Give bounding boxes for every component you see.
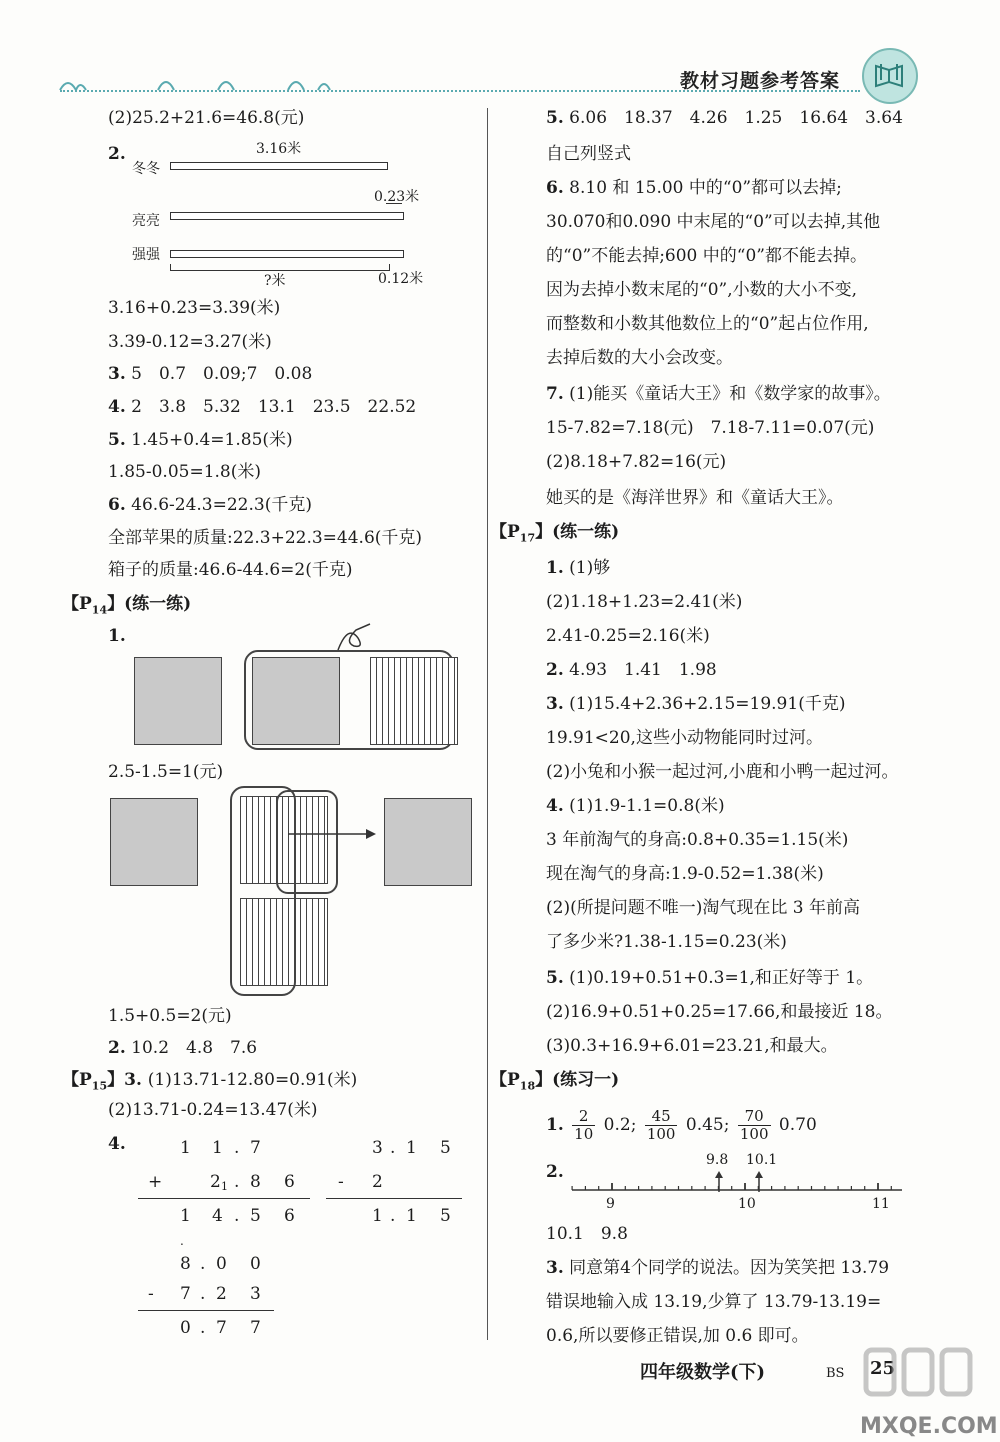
plus-sign: + <box>148 1172 163 1192</box>
grid-square <box>134 657 222 745</box>
digit: 5 <box>440 1206 451 1226</box>
answer-line: 全部苹果的质量:22.3+22.3=44.6(千克) <box>108 528 423 548</box>
answer-line: (2)小兔和小猴一起过河,小鹿和小鸭一起过河。 <box>546 762 899 782</box>
answer-line: (2)16.9+0.51+0.25=17.66,和最接近 18。 <box>546 1002 893 1022</box>
answer-line: 10.1 9.8 <box>546 1224 628 1244</box>
minus-sign: - <box>338 1172 344 1192</box>
answer-line: 3 年前淘气的身高:0.8+0.35=1.15(米) <box>546 830 849 850</box>
answer-line: 的“0”不能去掉;600 中的“0”都不能去掉。 <box>546 246 867 266</box>
digit: 0 <box>180 1318 191 1338</box>
digit: . <box>390 1206 396 1226</box>
answer-line: 2. 10.2 4.8 7.6 <box>108 1038 258 1058</box>
digit: 1 <box>180 1206 191 1226</box>
answer-line: 5. (1)0.19+0.51+0.3=1,和正好等于 1。 <box>546 968 874 988</box>
liangliang-extra-bracket <box>386 203 402 204</box>
qiangqiang-unknown-label: ?米 <box>264 273 286 289</box>
arrow-right-icon <box>288 826 380 842</box>
section-heading-p15: 【$P_{15}$】3. (1)13.71-12.80=0.91(米) <box>62 1070 358 1093</box>
answer-line: 3.39-0.12=3.27(米) <box>108 332 272 352</box>
answer-line: 现在淘气的身高:1.9-0.52=1.38(米) <box>546 864 824 884</box>
answer-line: 5. 6.06 18.37 4.26 1.25 16.64 3.64 <box>546 108 903 128</box>
digit: 1 <box>406 1206 417 1226</box>
digit: . <box>200 1318 206 1338</box>
digit: . <box>234 1138 240 1158</box>
answer-line: (2)1.18+1.23=2.41(米) <box>546 592 743 612</box>
digit: 1 <box>406 1138 417 1158</box>
qiangqiang-less-label: 0.12米 <box>378 271 424 287</box>
book-logo-icon <box>862 48 918 104</box>
answer-line: 4. (1)1.9-1.1=0.8(米) <box>546 796 725 816</box>
arrow-up-icon <box>714 1170 724 1192</box>
answer-line: 自己列竖式 <box>546 144 631 164</box>
question-number: 2. <box>108 144 126 164</box>
borrow-dot: . <box>180 1234 184 1248</box>
digit: 8 <box>180 1254 191 1274</box>
circled-group <box>276 790 338 894</box>
digit: 7 <box>250 1138 261 1158</box>
column-divider <box>487 108 488 1340</box>
question-number: 1. <box>108 626 126 646</box>
digit: 6 <box>284 1206 295 1226</box>
answer-line: 6. 8.10 和 15.00 中的“0”都可以去掉; <box>546 178 842 198</box>
watermark-text: MXQE.COM <box>860 1414 998 1439</box>
digit: 1 <box>212 1138 223 1158</box>
liangliang-extra-label: 0.23米 <box>374 189 420 205</box>
sum-line <box>138 1198 310 1199</box>
digit: 3 <box>250 1284 261 1304</box>
digit: . <box>200 1254 206 1274</box>
answer-line: 5. 1.45+0.4=1.85(米) <box>108 430 293 450</box>
answer-line: 2. 4.93 1.41 1.98 <box>546 660 717 680</box>
tenths-strips <box>370 657 458 745</box>
answer-line: 3. 同意第4个同学的说法。因为笑笑把 13.79 <box>546 1258 890 1278</box>
answer-line: (3)0.3+16.9+6.01=23.21,和最大。 <box>546 1036 838 1056</box>
digit: 0 <box>250 1254 261 1274</box>
section-heading-p17: 【$P_{17}$】(练一练) <box>490 522 620 545</box>
answer-line: 而整数和小数其他数位上的“0”起占位作用, <box>546 314 869 334</box>
digit: 8 <box>250 1172 261 1192</box>
digit: 1 <box>372 1206 383 1226</box>
answer-line: 7. (1)能买《童话大王》和《数学家的故事》。 <box>546 384 891 404</box>
digit: 6 <box>284 1172 295 1192</box>
digit: 7 <box>250 1318 261 1338</box>
digit: . <box>200 1284 206 1304</box>
answer-line: 箱子的质量:46.6-44.6=2(千克) <box>108 560 353 580</box>
carry-mark: 1 <box>221 1180 228 1193</box>
dongdong-bar <box>170 162 388 170</box>
grid-square <box>384 798 472 886</box>
answer-line: (2)(所提问题不唯一)淘气现在比 3 年前高 <box>546 898 860 918</box>
header-title: 教材习题参考答案 <box>680 70 841 92</box>
qiangqiang-label: 强强 <box>132 247 160 263</box>
footer-grade-label: 四年级数学(下) <box>640 1362 766 1383</box>
answer-line: 3.16+0.23=3.39(米) <box>108 298 281 318</box>
footer-edition: BS <box>826 1366 845 1381</box>
answer-line-fractions: 1. $\frac{2}{10}$ 0.2; $\frac{45}{100}$ 0.45; $\frac{70}{100}$ 0.70 <box>546 1107 817 1143</box>
digit: 3 <box>372 1138 383 1158</box>
number-line-label-9-8: 9.8 <box>706 1152 729 1168</box>
dongdong-label: 冬冬 <box>132 161 160 177</box>
digit: 5 <box>250 1206 261 1226</box>
fraction: $\frac{70}{100}$ <box>739 1107 769 1143</box>
section-heading-p14: 【$P_{14}$】(练一练) <box>62 594 192 617</box>
liangliang-bar <box>170 212 404 220</box>
answer-line: 1. (1)够 <box>546 558 611 578</box>
digit: 2 <box>372 1172 383 1192</box>
page-number: 25 <box>870 1358 896 1379</box>
digit: . <box>234 1172 240 1192</box>
answer-line: 15-7.82=7.18(元) 7.18-7.11=0.07(元) <box>546 418 875 438</box>
number-line-label-10-1: 10.1 <box>746 1152 778 1168</box>
answer-line: (2)13.71-0.24=13.47(米) <box>108 1100 318 1120</box>
answer-line: 去掉后数的大小会改变。 <box>546 348 733 368</box>
cross-out-icon <box>334 620 374 656</box>
answer-line: 1.85-0.05=1.8(米) <box>108 462 261 482</box>
difference-line <box>138 1310 274 1311</box>
answer-line: 6. 46.6-24.3=22.3(千克) <box>108 495 312 515</box>
answer-line: 30.070和0.090 中末尾的“0”可以去掉,其他 <box>546 212 881 232</box>
digit: 7 <box>216 1318 227 1338</box>
answer-line: 19.91<20,这些小动物能同时过河。 <box>546 728 823 748</box>
digit: 7 <box>180 1284 191 1304</box>
digit: 4 <box>212 1206 223 1226</box>
digit: 5 <box>440 1138 451 1158</box>
number-line-tick-9: 9 <box>606 1196 615 1212</box>
qiangqiang-bar <box>170 250 404 258</box>
dongdong-length-label: 3.16米 <box>256 141 302 157</box>
digit: 1 <box>180 1138 191 1158</box>
answer-line: 她买的是《海洋世界》和《童话大王》。 <box>546 488 844 508</box>
digit: 2 <box>210 1172 221 1192</box>
fraction: $\frac{45}{100}$ <box>646 1107 676 1143</box>
answer-line: 了多少米?1.38-1.15=0.23(米) <box>546 932 787 952</box>
digit: 2 <box>216 1284 227 1304</box>
answer-line: 2.5-1.5=1(元) <box>108 762 224 782</box>
grid-square <box>110 798 198 886</box>
answer-line: (2)8.18+7.82=16(元) <box>546 452 727 472</box>
answer-line: 3. 5 0.7 0.09;7 0.08 <box>108 364 313 384</box>
number-line-tick-10: 10 <box>738 1196 756 1212</box>
digit: 0 <box>216 1254 227 1274</box>
liangliang-label: 亮亮 <box>132 213 160 229</box>
question-number: 2. <box>546 1162 564 1182</box>
answer-line: 3. (1)15.4+2.36+2.15=19.91(千克) <box>546 694 846 714</box>
answer-line: (2)25.2+21.6=46.8(元) <box>108 108 305 128</box>
number-line-tick-11: 11 <box>872 1196 890 1212</box>
question-number: 4. <box>108 1134 126 1154</box>
answer-line: 1.5+0.5=2(元) <box>108 1006 232 1026</box>
digit: . <box>390 1138 396 1158</box>
answer-line: 0.6,所以要修正错误,加 0.6 即可。 <box>546 1326 809 1346</box>
section-heading-p18: 【$P_{18}$】(练习一) <box>490 1070 620 1093</box>
minus-sign: - <box>148 1284 154 1304</box>
difference-line <box>326 1198 462 1199</box>
answer-line: 错误地输入成 13.19,少算了 13.79-13.19= <box>546 1292 882 1312</box>
answer-line: 2.41-0.25=2.16(米) <box>546 626 710 646</box>
arrow-up-icon <box>754 1170 764 1192</box>
fraction: $\frac{2}{10}$ <box>574 1107 594 1143</box>
header-decoration <box>58 72 378 96</box>
answer-line: 因为去掉小数末尾的“0”,小数的大小不变, <box>546 280 858 300</box>
digit: . <box>234 1206 240 1226</box>
answer-line: 4. 2 3.8 5.32 13.1 23.5 22.52 <box>108 397 417 417</box>
